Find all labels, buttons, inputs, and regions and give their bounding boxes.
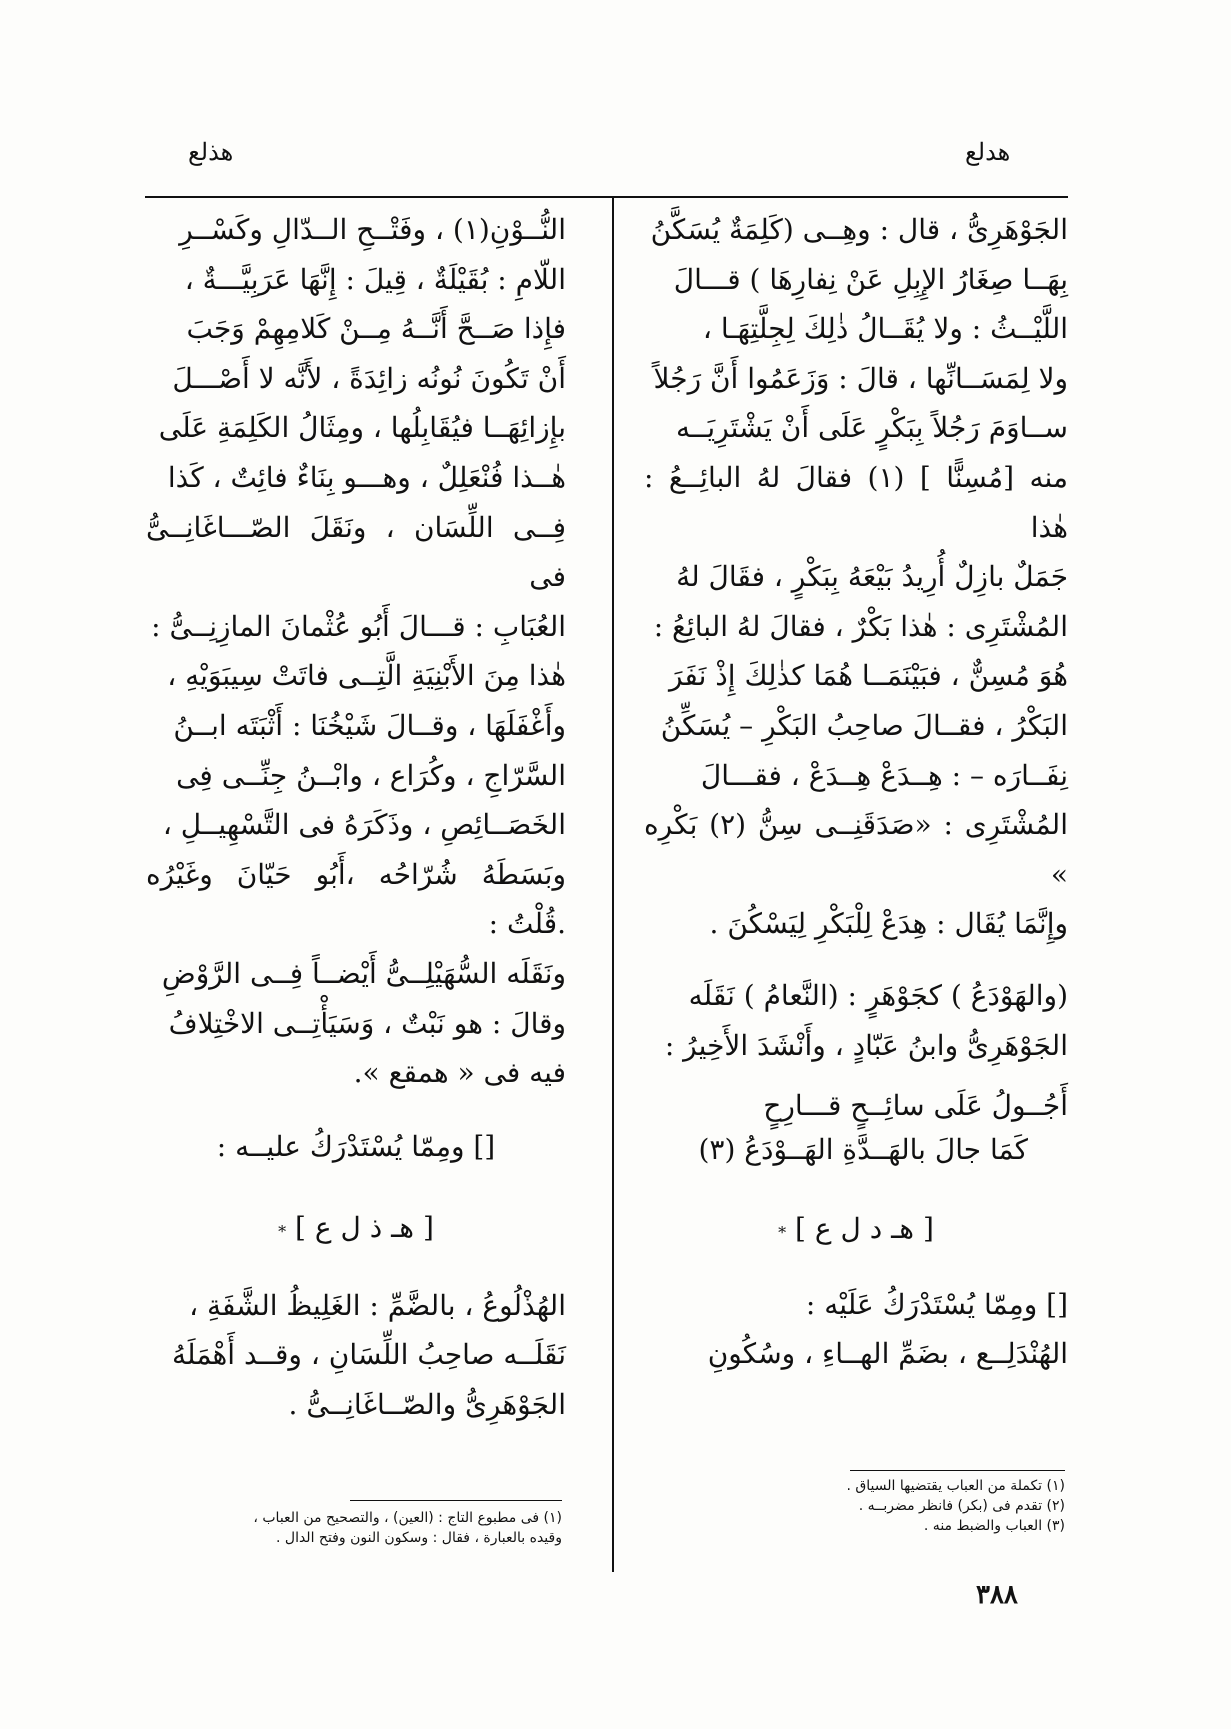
text-line: الجَوْهَرِىُّ والصّــاغَانِــىُّ . xyxy=(288,1388,566,1422)
right-para-1 xyxy=(644,205,1068,949)
text-line: فيه فى « همقع ». xyxy=(353,1056,566,1090)
left-column xyxy=(146,205,566,1430)
footnote: (١) فى مطبوع التاج : (العين) ، والتصحيح من العباب ، xyxy=(253,1510,562,1526)
running-header-left: هذلع xyxy=(188,138,234,166)
text-line: اللّامِ : بُقَيْلَةٌ ، قِيلَ : إِنَّهَا عَرَبِيَّـــةٌ ، xyxy=(184,262,566,296)
footnote-rule-left xyxy=(350,1500,562,1501)
entry-marker: * xyxy=(778,1223,787,1243)
text-line: النُّــوْنِ(١) ، وفَتْــحِ الــدّالِ وكَسْــرِ xyxy=(179,213,566,246)
text-line: بِهَــا صِغَارُ الإِبِلِ عَنْ نِفارِهَا ) قـــالَ xyxy=(673,262,1068,296)
text-line: وإِنَّمَا يُقَال : هِدَعْ لِلْبَكْرِ لِيَسْكُنَ . xyxy=(709,907,1068,941)
left-para-3 xyxy=(146,1281,566,1430)
text-line: الهُذْلُوعُ ، بالضَّمِّ : الغَلِيظُ الشَّفَةِ ، xyxy=(189,1288,566,1322)
text-line: منه [مُسِنًّا ] (١) فقالَ لهُ البائِــعُ : هٰذا xyxy=(644,460,1068,544)
header-rule xyxy=(145,196,1068,198)
verse-line-2: كَمَا جالَ بالهَــدَّةِ الهَــوْدَعُ (٣) xyxy=(698,1133,1028,1167)
entry-marker: * xyxy=(278,1222,287,1242)
text-line: الخَصَــائِصِ ، وذَكَرَهُ فى التَّسْهِيــلِ ، xyxy=(162,808,566,842)
text-line: العُبَابِ : قـــالَ أَبُو عُثْمانَ المازِنِــىُّ : xyxy=(151,609,566,643)
footnote: (٢) تقدم فى (بكر) فانظر مضربــه . xyxy=(858,1498,1065,1514)
footnote: وقيده بالعبارة ، فقال : وسكون النون وفتح الدال . xyxy=(276,1530,562,1546)
entry-heading-text: [ هـ د ل ع ] xyxy=(795,1212,934,1246)
text-line: فإِذا صَــحَّ أَنَّــهُ مِــنْ كَلامِهِمْ وَجَبَ xyxy=(186,312,566,346)
page-number: ٣٨٨ xyxy=(976,1580,1018,1610)
text-line: فِــى اللِّسَان ، ونَقَلَ الصّـــاغَانِــىُّ فى xyxy=(146,510,566,594)
text-line: المُشْتَرِى : هٰذا بَكْرٌ ، فقالَ لهُ البائِعُ : xyxy=(653,609,1068,643)
text-line: أَنْ تَكُونَ نُونُه زائِدَةً ، لأَنَّه لا أَصْـــلَ xyxy=(172,361,566,395)
text-line: هٰــذا فُنْعَلِلٌ ، وهـــو بِنَاءٌ فائِتٌ ، كَذا xyxy=(167,460,566,494)
verse-line-1: أَجُــولُ عَلَى سائِــحٍ قـــارِحٍ xyxy=(763,1089,1068,1123)
column-divider xyxy=(612,198,614,1572)
text-line: (والهَوْدَعُ ) كجَوْهَرٍ : (النَّعامُ ) نَقَلَه xyxy=(688,978,1068,1012)
text-line: وأَغْفَلَهَا ، وقــالَ شَيْخُنَا : أَثْبَتَه ابــنُ xyxy=(173,708,566,742)
text-line: الجَوْهَرِىُّ وابنُ عَبّادٍ ، وأَنْشَدَ الأَخِيرُ : xyxy=(664,1028,1068,1062)
footnote-rule-right xyxy=(850,1470,1065,1471)
text-line: بإِزائِهَــا فيُقَابِلُها ، ومِثَالُ الكَلِمَةِ عَلَى xyxy=(158,411,566,445)
text-line: [] ومِمّا يُسْتَدْرَكُ عَلَيْه : xyxy=(805,1287,1068,1321)
text-line: وقالَ : هو نَبْتٌ ، وَسَيَأْتِــى الاخْتِلافُ xyxy=(168,1006,566,1040)
text-line: جَمَلٌ بازِلٌ أُرِيدُ بَيْعَهُ بِبَكْرٍ ، فقَالَ لهُ xyxy=(676,560,1068,594)
right-column xyxy=(644,205,1068,1379)
text-line: السَّرّاجِ ، وكُرَاع ، وابْــنُ جِنِّــى فِى xyxy=(176,758,566,792)
footnote: (٣) العباب والضبط منه . xyxy=(923,1518,1065,1534)
text-line: ســاوَمَ رَجُلاً بِبَكْرٍ عَلَى أَنْ يَشْتَرِيَــه xyxy=(676,411,1068,445)
text-line: نَقَلَــه صاحِبُ اللِّسَانِ ، وقــد أَهْمَلَهُ xyxy=(172,1338,566,1372)
right-para-3 xyxy=(644,1280,1068,1379)
footnote: (١) تكملة من العباب يقتضيها السياق . xyxy=(846,1478,1065,1494)
right-para-2 xyxy=(644,971,1068,1070)
text-line: البَكْرُ ، فقــالَ صاحِبُ البَكْرِ – يُسَكِّنُ xyxy=(660,708,1068,742)
text-line: وبَسَطَهُ شُرّاحُه ،أَبُو حَيّانَ وغَيْرُه .قُلْتُ : xyxy=(146,857,566,941)
entry-heading-text: [ هـ ذ ل ع ] xyxy=(295,1211,434,1245)
footnotes-left xyxy=(146,1508,562,1548)
running-header-right: هدلع xyxy=(965,138,1011,166)
text-line: هُوَ مُسِنٌّ ، فبَيْنَمَــا هُمَا كذٰلِكَ إِذْ نَفَرَ xyxy=(668,659,1068,693)
text-line: هٰذا مِنَ الأَبْنِيَةِ الَّتِــى فاتَتْ سِيبَوَيْهِ ، xyxy=(167,659,566,693)
text-line: ونَقَلَه السُّهَيْلِــىُّ أَيْضــاً فِــى الرَّوْضِ xyxy=(161,956,566,990)
poem-verse xyxy=(644,1084,1068,1172)
text-line: الجَوْهَرِىُّ ، قال : وهِــى (كَلِمَةٌ يُسَكَّنُ xyxy=(650,213,1068,246)
text-line: نِفَــارَه – : هِــدَعْ هِــدَعْ ، فقـــالَ xyxy=(700,758,1068,792)
entry-heading xyxy=(644,1204,1068,1258)
footnotes-right xyxy=(730,1476,1065,1536)
text-line: ولا لِمَسَــانِّها ، قالَ : وَزَعَمُوا أَنَّ رَجُلاً xyxy=(653,361,1068,395)
entry-heading xyxy=(146,1203,566,1257)
left-para-2: [] ومِمّا يُسْتَدْرَكُ عليــه : xyxy=(216,1129,496,1163)
text-line: اللَّيْــثُ : ولا يُقَــالُ ذٰلِكَ لِجِلَّتِهَـا ، xyxy=(702,312,1068,346)
left-para-1 xyxy=(146,205,566,1098)
text-line: الهُنْدَلِــع ، بضَمِّ الهــاءِ ، وسُكُونِ xyxy=(707,1337,1068,1371)
text-line: المُشْتَرِى : «صَدَقَنِــى سِنُّ (٢) بَكْرِه » xyxy=(644,808,1068,891)
